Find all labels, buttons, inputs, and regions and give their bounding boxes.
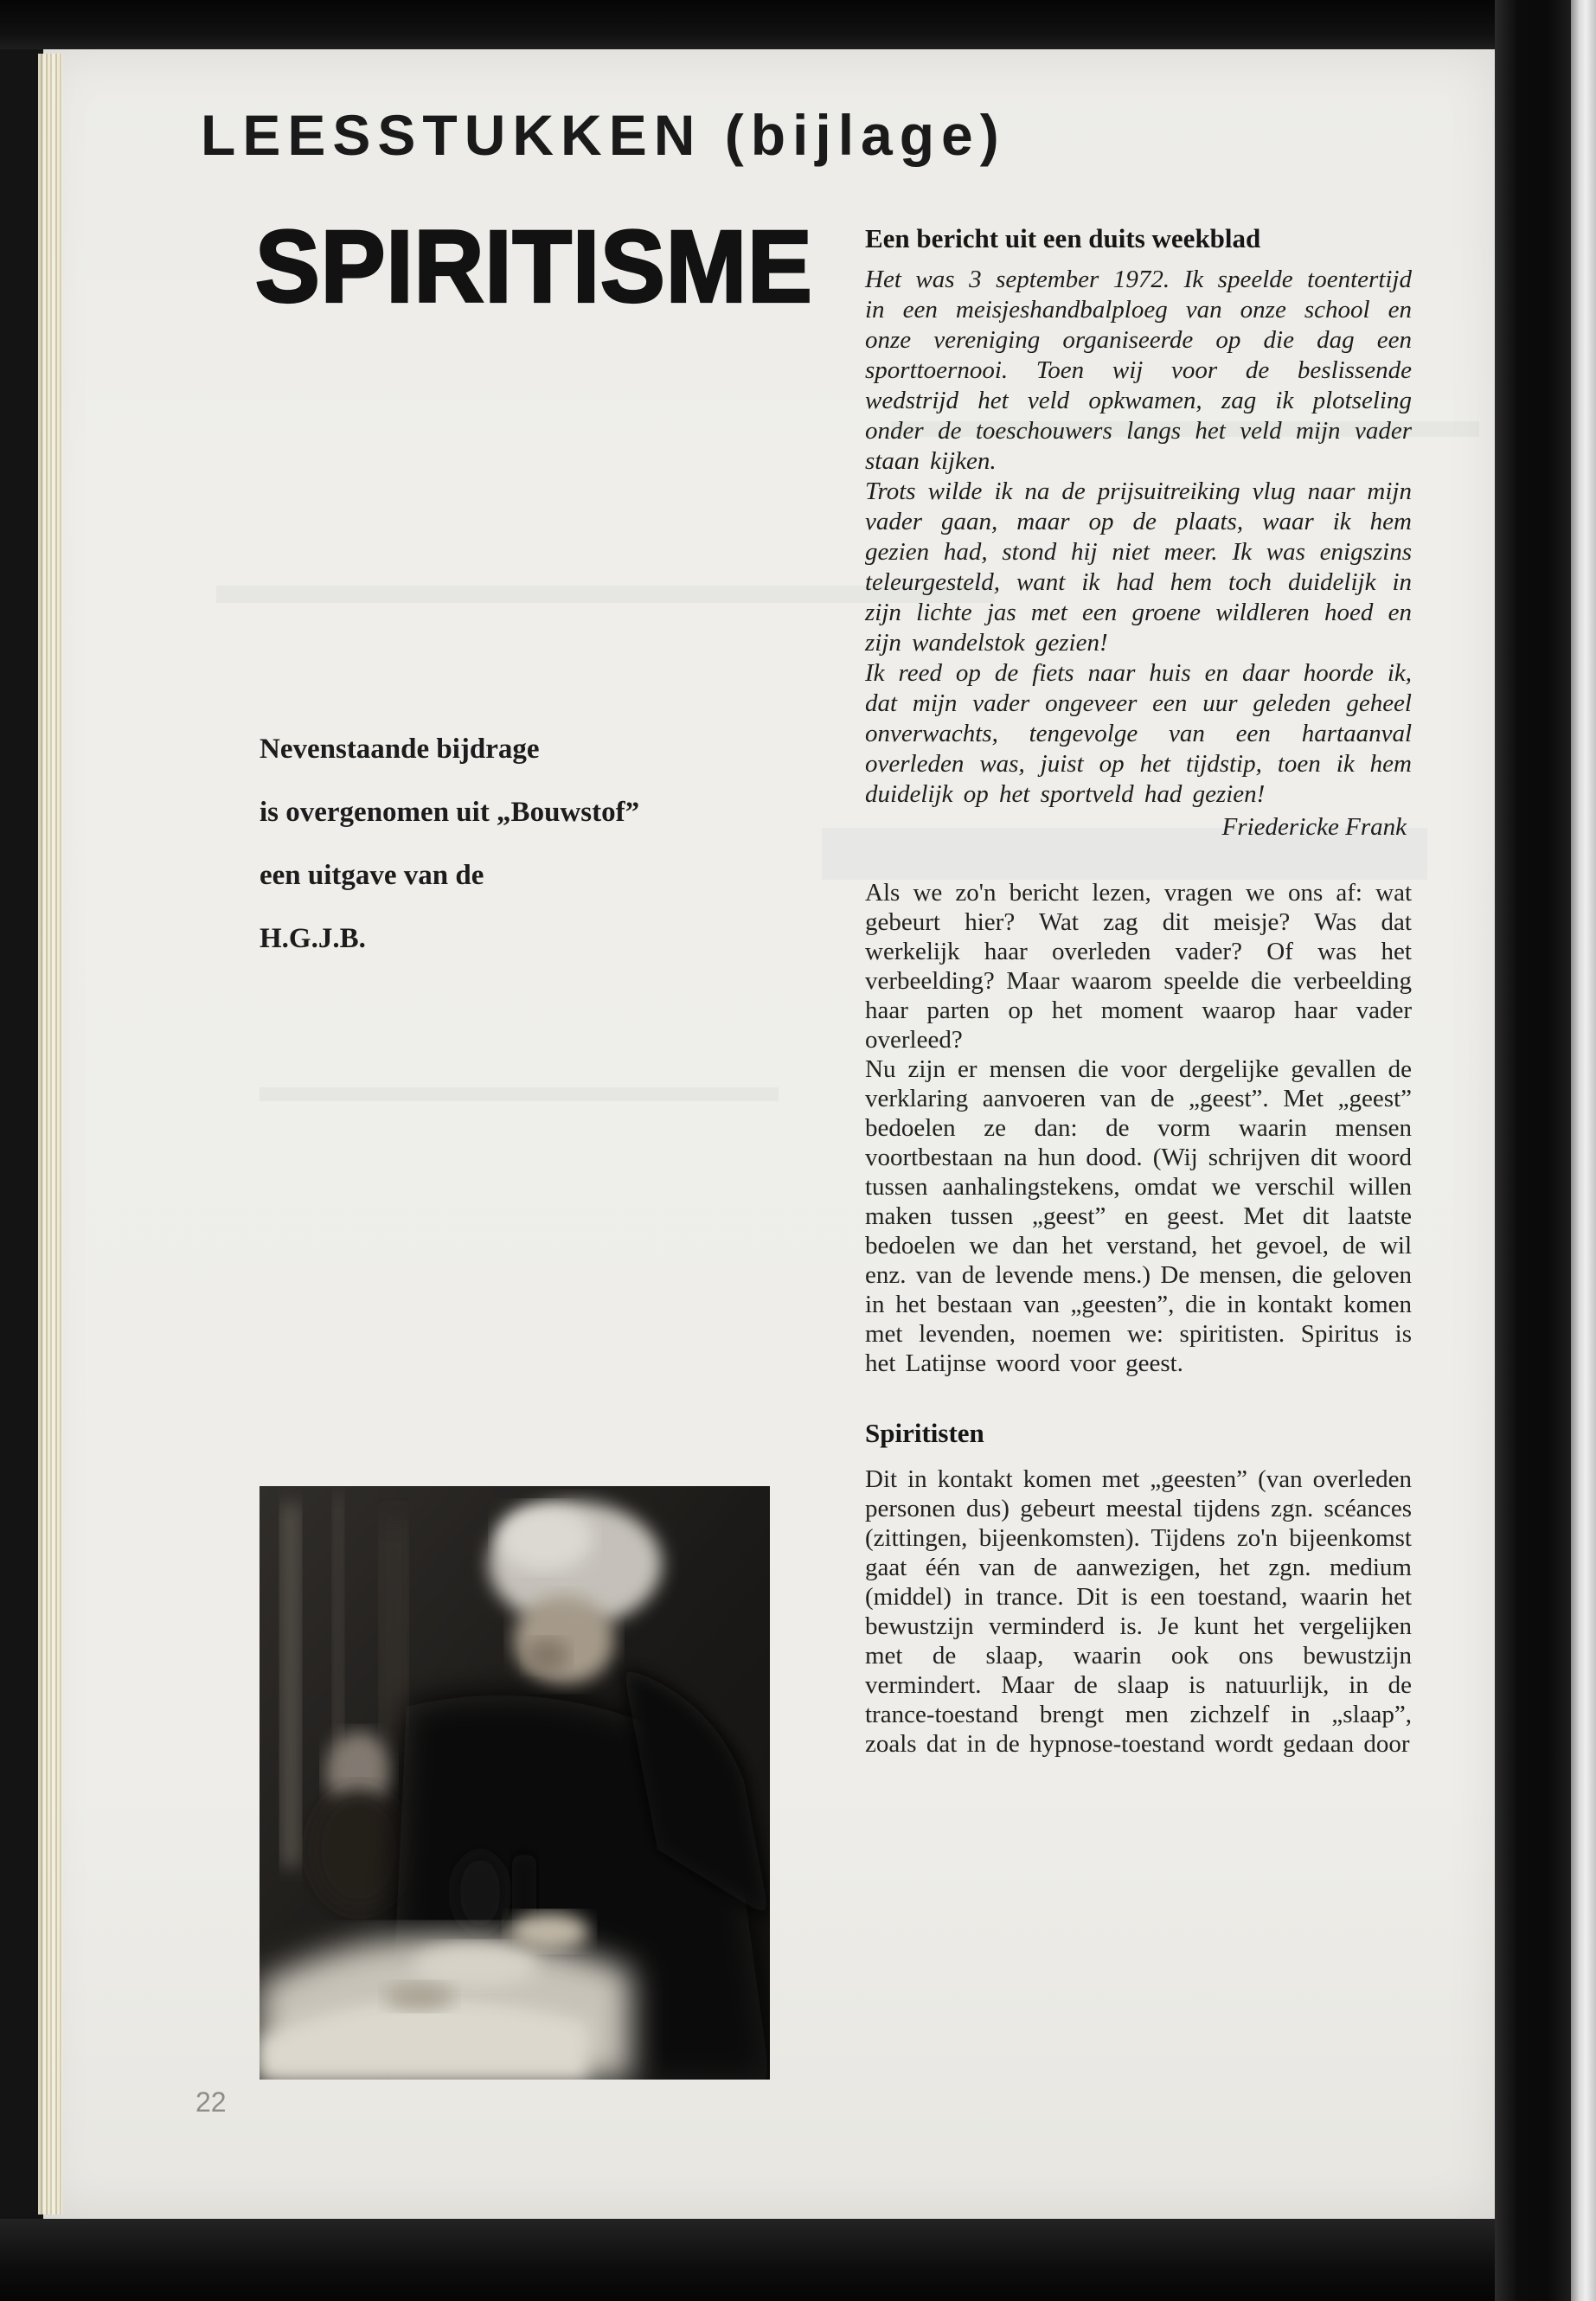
body-paragraph: Dit in kontakt komen met „geesten” (van overleden personen dus) gebeurt meestal tijdens zgn. scéances (zittingen, bijeenkomsten). Tijdens zo'n bijeenkomst gaat één van de aanwezigen, het zgn. medium (middel) in trance. Dit is een toestand, waarin het bewustzijn verminderd is. Je kunt het vergelijken met de slaap, waarin ook ons bewustzijn vermindert. Maar de slaap is natuurlijk, in de trance-toestand brengt men zichzelf in „slaap”, zoals dat in de hypnose-toestand wordt gedaan door [865, 1465, 1412, 1758]
seance-photo [260, 1486, 770, 2080]
side-note-line: Nevenstaande bijdrage [260, 734, 540, 765]
section-heading-weekblad: Een bericht uit een duits weekblad [865, 223, 1261, 253]
scan-right-edge [1571, 0, 1596, 2301]
story-text [865, 265, 1412, 810]
page-title: LEESSTUKKEN (bijlage) [201, 103, 1006, 167]
seance-photo-image [260, 1486, 770, 2080]
page-number: 22 [195, 2086, 227, 2118]
body-paragraph: Nu zijn er mensen die voor dergelijke gevallen de verklaring aanvoeren van de „geest”. Met „geest” bedoelen ze dan: de vorm waarin mensen voortbestaan na hun dood. (Wij schrijven dit woord tussen aanhalingstekens, omdat we verschil willen maken tussen „geest” en geest. Met dit laatste bedoelen we dan het verstand, het gevoel, de wil enz. van de levende mens.) De mensen, die geloven in het bestaan van „geesten”, die in kontakt komen met levenden, noemen we: spiritisten. Spiritus is het Latijnse woord voor geest. [865, 1055, 1412, 1377]
article-body-2 [865, 1465, 1412, 1759]
section-heading-spiritisten: Spiritisten [865, 1418, 984, 1448]
body-paragraph: Als we zo'n bericht lezen, vragen we ons af: wat gebeurt hier? Wat zag dit meisje? Was dat werkelijk haar overleden vader? Of was het verbeelding? Maar waarom speelde die verbeelding haar parten op het moment waarop haar vader overleed? [865, 879, 1412, 1054]
side-note-line: H.G.J.B. [260, 923, 366, 954]
article-body [865, 878, 1412, 1378]
story-paragraph: Trots wilde ik na de prijsuitreiking vlug naar mijn vader gaan, maar op de plaats, waar ik hem gezien had, stond hij niet meer. Ik was enigszins teleurgesteld, want ik had hem toch duidelijk in zijn lichte jas met een groene wildleren hoed en zijn wandelstok gezien! [865, 478, 1412, 657]
article-heading-spiritisme: SPIRITISME [255, 209, 813, 324]
side-note-line: een uitgave van de [260, 860, 484, 891]
side-note-line: is overgenomen uit „Bouwstof” [260, 797, 640, 828]
side-note [260, 734, 813, 986]
scan-top-edge [0, 0, 1596, 49]
scan-ghost-artifact [260, 1087, 779, 1101]
article-column [865, 223, 1412, 1759]
story-paragraph: Ik reed op de fiets naar huis en daar hoorde ik, dat mijn vader ongeveer een uur geleden geheel onverwachts, tengevolge van een hartaanval overleden was, juist op het tijdstip, toen ik hem duidelijk op het sportveld had gezien! [865, 659, 1412, 808]
story-paragraph: Het was 3 september 1972. Ik speelde toentertijd in een meisjeshandbalploeg van onze school en onze vereniging organiseerde op die dag een sporttoernooi. Toen wij voor de beslissende wedstrijd het veld opkwamen, zag ik plotseling onder de toeschouwers langs het veld mijn vader staan kijken. [865, 266, 1412, 475]
story-attribution: Friedericke Frank [1221, 813, 1407, 841]
page-stack-edge [38, 54, 62, 2214]
scan-bottom-edge [0, 2219, 1596, 2301]
book-binding [1495, 0, 1571, 2301]
